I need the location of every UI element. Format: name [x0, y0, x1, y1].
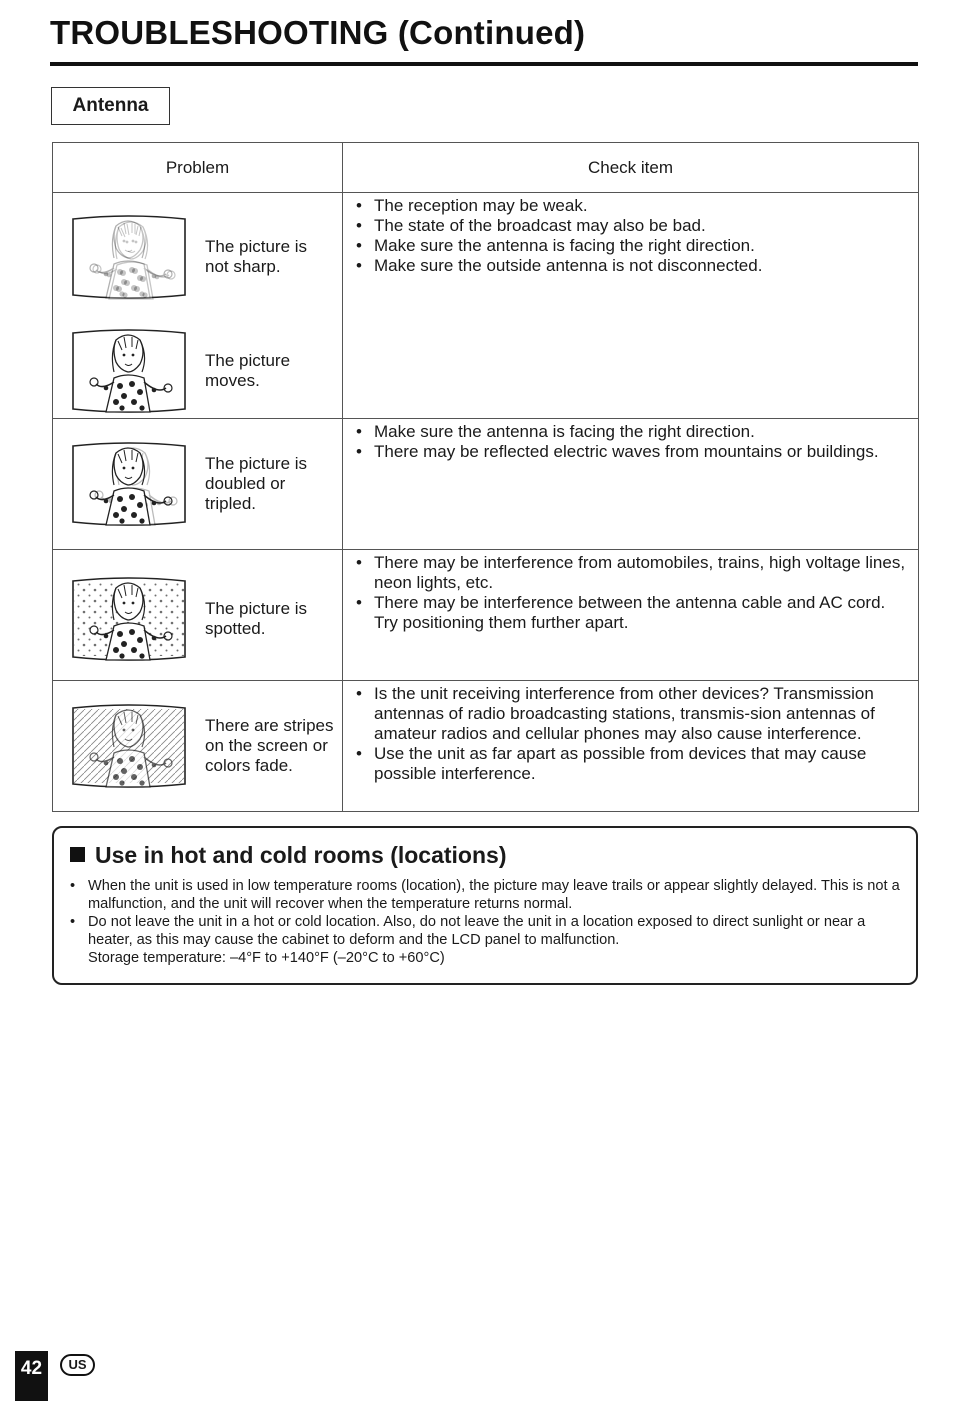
- table-row: [53, 550, 919, 681]
- table-row: [53, 193, 919, 419]
- table-row: [53, 681, 919, 812]
- problem-item: [53, 328, 342, 414]
- column-header-problem: Problem: [53, 143, 343, 193]
- problem-item: [53, 576, 342, 662]
- check-cell: [343, 550, 919, 681]
- troubleshooting-table: [52, 142, 919, 812]
- problem-text: The picture is not sharp.: [205, 237, 308, 276]
- section-title-antenna: Antenna: [51, 87, 170, 125]
- problem-text: There are stripes on the screen or colors fade.: [205, 716, 334, 775]
- check-list: [343, 681, 918, 784]
- check-list: [343, 193, 918, 276]
- problem-text: The picture is spotted.: [205, 599, 308, 638]
- hot-cold-list: [88, 877, 908, 967]
- check-item: • There may be interference between the antenna cable and AC cord. Try positioning them further apart.: [374, 593, 910, 633]
- square-bullet-icon: [70, 847, 85, 862]
- hot-cold-title: Use in hot and cold rooms (locations): [95, 842, 507, 868]
- title-rule: [50, 62, 918, 66]
- check-list: [343, 419, 918, 462]
- check-item: • Use the unit as far apart as possible from devices that may cause possible interference.: [374, 744, 910, 784]
- hot-cold-item: [88, 913, 908, 967]
- column-header-check-item: Check item: [343, 143, 919, 193]
- spotted-picture-tv-icon: [70, 576, 188, 662]
- page-number: 42: [15, 1351, 48, 1401]
- striped-picture-tv-icon: [70, 703, 188, 789]
- check-item: • The reception may be weak.: [374, 196, 910, 216]
- check-item: • Make sure the outside antenna is not disconnected.: [374, 256, 910, 276]
- problem-cell: [53, 193, 343, 419]
- moving-picture-tv-icon: [70, 328, 188, 414]
- hot-cold-heading: [70, 842, 506, 869]
- check-cell: [343, 681, 919, 812]
- blurry-picture-tv-icon: [70, 214, 188, 300]
- problem-item: [53, 441, 342, 527]
- table-header-row: [53, 143, 919, 193]
- check-item: • There may be interference from automobiles, trains, high voltage lines, neon lights, etc.: [374, 553, 910, 593]
- problem-cell: [53, 681, 343, 812]
- problem-text: The picture is doubled or tripled.: [205, 454, 308, 513]
- problem-cell: [53, 550, 343, 681]
- hot-cold-item-text: Do not leave the unit in a hot or cold location. Also, do not leave the unit in a location exposed to direct sunlight or near a heater, as this may cause the cabinet to deform and the LCD panel to malfunction.: [88, 914, 866, 948]
- check-item: • Make sure the antenna is facing the right direction.: [374, 422, 910, 442]
- hot-cold-item: • When the unit is used in low temperature rooms (location), the picture may leave trails or appear slightly delayed. This is not a malfunction, and the unit will recover when the temperature returns normal.: [88, 877, 908, 913]
- check-item: • There may be reflected electric waves from mountains or buildings.: [374, 442, 910, 462]
- storage-temperature: Storage temperature: –4°F to +140°F (–20°C to +60°C): [88, 950, 445, 966]
- problem-cell: [53, 419, 343, 550]
- check-item: • The state of the broadcast may also be bad.: [374, 216, 910, 236]
- page-title: TROUBLESHOOTING (Continued): [50, 14, 586, 51]
- table-row: [53, 419, 919, 550]
- ghosting-picture-tv-icon: [70, 441, 188, 527]
- check-list: [343, 550, 918, 633]
- check-cell: [343, 193, 919, 419]
- check-cell: [343, 419, 919, 550]
- problem-item: [53, 214, 342, 300]
- hot-cold-rooms-box: [52, 826, 918, 985]
- problem-text: The picture moves.: [205, 351, 291, 390]
- check-item: • Make sure the antenna is facing the right direction.: [374, 236, 910, 256]
- problem-item: [53, 703, 342, 789]
- check-item: • Is the unit receiving interference from other devices? Transmission antennas of radio broadcasting stations, transmis-sion antennas of amateur radios and cellular phones may also cause interference.: [374, 684, 910, 744]
- region-mark: US: [60, 1354, 95, 1376]
